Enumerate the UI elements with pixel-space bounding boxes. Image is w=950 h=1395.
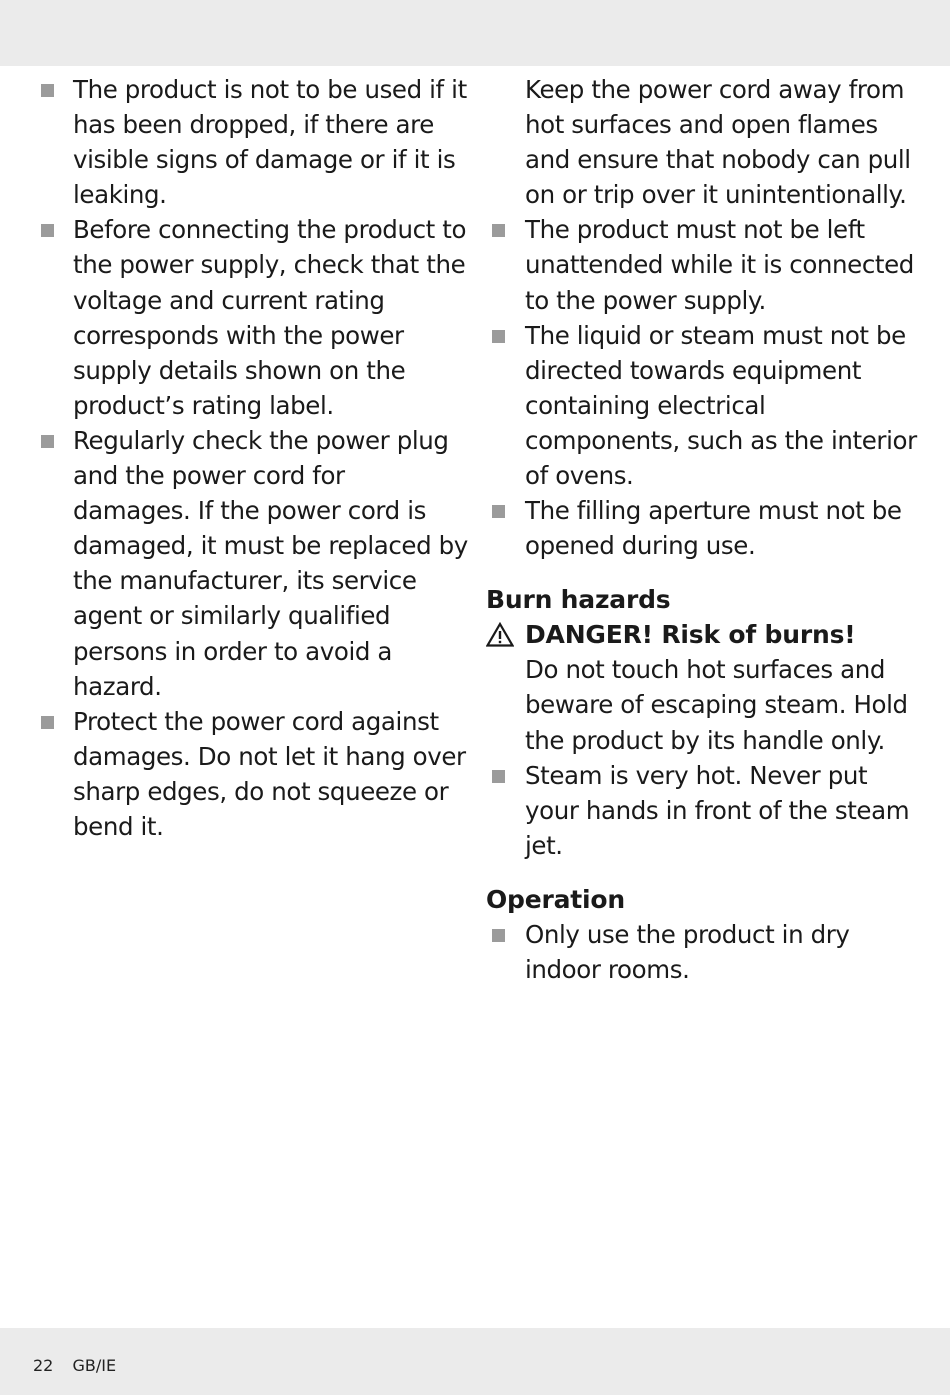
danger-label: DANGER! Risk of burns! [525, 620, 856, 650]
list-item [486, 758, 926, 863]
square-bullet-icon [41, 224, 54, 237]
list-item [38, 72, 468, 212]
square-bullet-icon [492, 330, 505, 343]
footer-band [0, 1328, 950, 1395]
square-bullet-icon [492, 929, 505, 942]
section-heading-operation: Operation [486, 884, 625, 914]
list-item [486, 493, 926, 563]
page-footer [33, 1356, 116, 1375]
left-column [38, 72, 468, 844]
list-item-text: The product must not be left unattended while it is connected to the power supply. [525, 215, 914, 315]
square-bullet-icon [492, 770, 505, 783]
square-bullet-icon [492, 505, 505, 518]
list-item-text: Steam is very hot. Never put your hands in front of the steam jet. [525, 760, 910, 860]
section-heading-burn-hazards: Burn hazards [486, 585, 671, 615]
right-column [486, 72, 926, 987]
locale-label: GB/IE [72, 1356, 117, 1375]
danger-warning [486, 617, 926, 652]
square-bullet-icon [492, 224, 505, 237]
list-item [486, 212, 926, 317]
continued-paragraph: Keep the power cord away from hot surfaces and open flames and ensure that nobody can pull on or trip over it unintentionally. [525, 75, 911, 210]
page-number: 22 [33, 1356, 54, 1375]
header-band [0, 0, 950, 66]
list-item [38, 704, 468, 844]
list-item-text: Before connecting the product to the power supply, check that the voltage and current rating corresponds with the power supply details shown on the product’s rating label. [73, 215, 467, 420]
list-item [38, 423, 468, 704]
list-item [486, 917, 926, 987]
warning-triangle-icon [486, 622, 514, 647]
danger-text: Do not touch hot surfaces and beware of escaping steam. Hold the product by its handle only. [525, 655, 908, 755]
list-item [486, 318, 926, 493]
square-bullet-icon [41, 716, 54, 729]
list-item-text: The liquid or steam must not be directed towards equipment containing electrical components, such as the interior of ovens. [525, 320, 917, 491]
square-bullet-icon [41, 84, 54, 97]
list-item-text: Regularly check the power plug and the power cord for damages. If the power cord is damaged, it must be replaced by the manufacturer, its service agent or similarly qualified persons in order to avoid a hazard. [73, 425, 468, 701]
list-item-text: The product is not to be used if it has been dropped, if there are visible signs of damage or if it is leaking. [73, 75, 467, 210]
list-item-text: Only use the product in dry indoor rooms. [525, 919, 850, 984]
list-item [38, 212, 468, 423]
list-item-text: The filling aperture must not be opened during use. [525, 496, 902, 561]
square-bullet-icon [41, 435, 54, 448]
list-item-text: Protect the power cord against damages. Do not let it hang over sharp edges, do not squeeze or bend it. [73, 706, 466, 841]
